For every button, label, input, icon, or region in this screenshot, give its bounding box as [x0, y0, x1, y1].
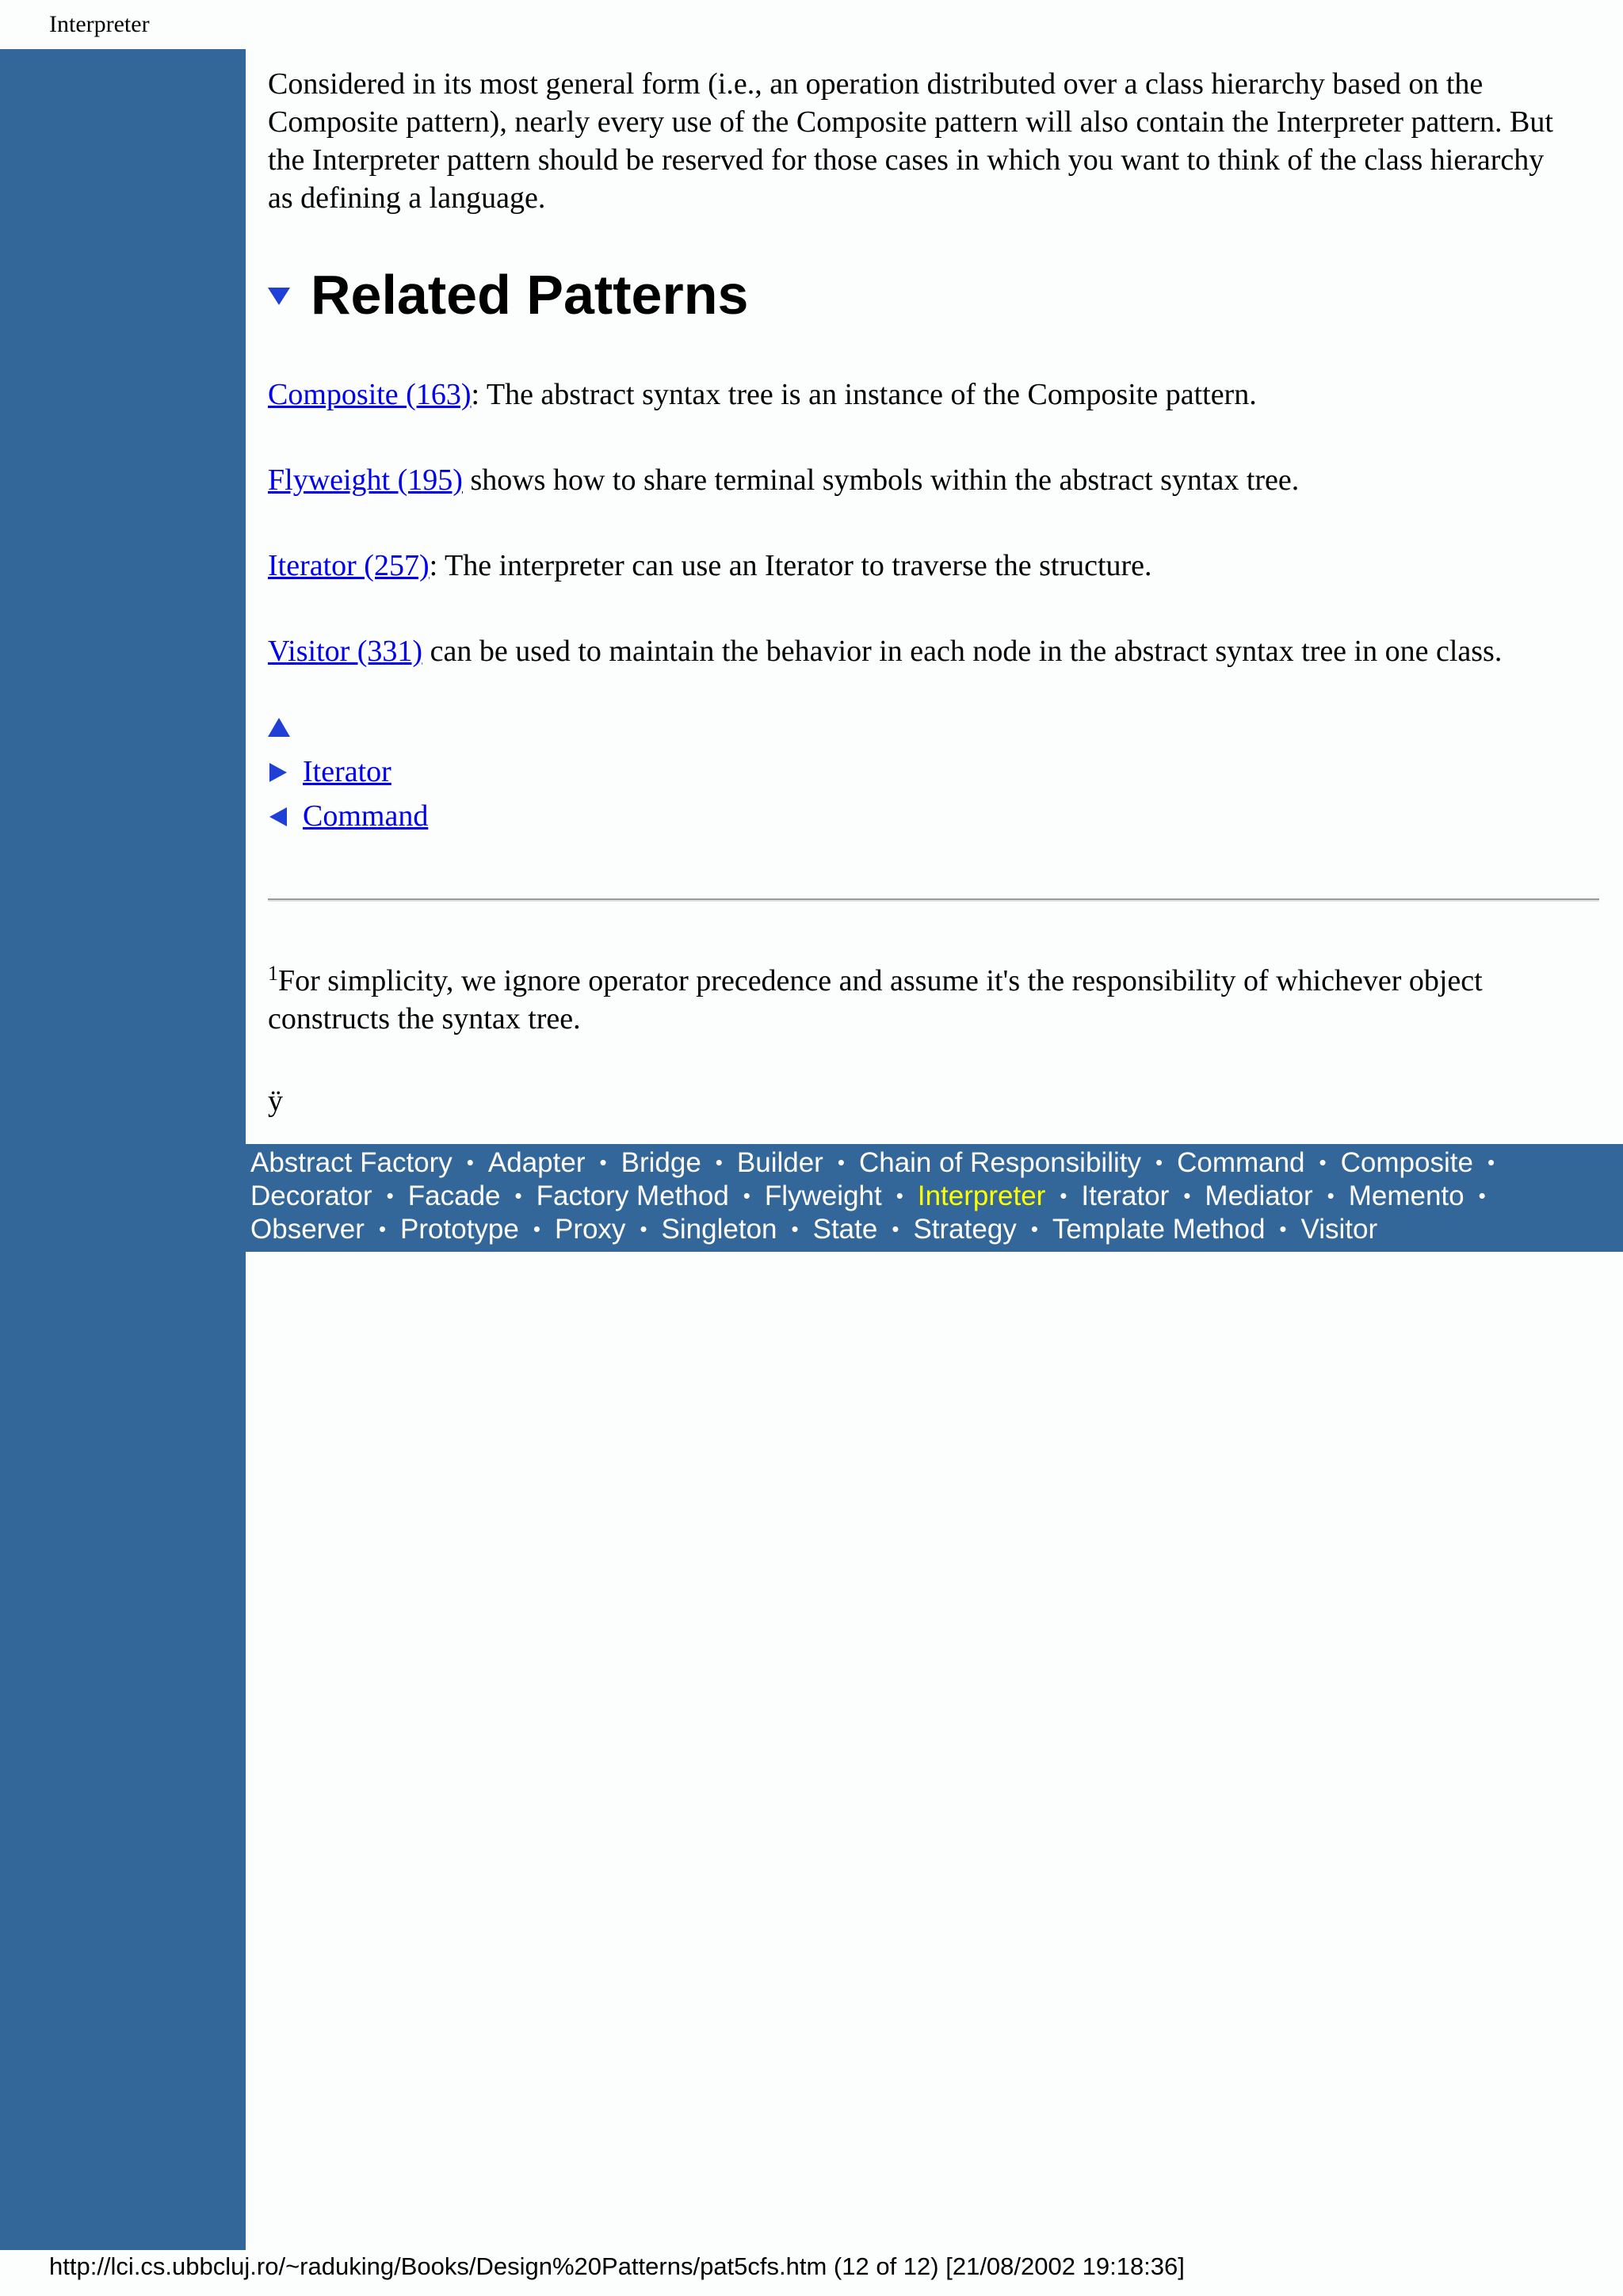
pattern-link-strategy[interactable]: Strategy [913, 1214, 1017, 1245]
bullet-separator: • [1030, 1217, 1038, 1241]
pattern-bar-line [250, 1146, 1623, 1179]
bullet-separator: • [791, 1217, 799, 1241]
bullet-separator: • [743, 1184, 750, 1207]
related-item-iterator [268, 547, 1152, 585]
bullet-separator: • [466, 1150, 474, 1174]
pattern-link-abstract-factory[interactable]: Abstract Factory [250, 1147, 453, 1178]
visitor-link[interactable]: Visitor (331) [268, 635, 423, 668]
print-header-title: Interpreter [49, 11, 150, 37]
pattern-link-adapter[interactable]: Adapter [487, 1147, 586, 1178]
bullet-separator: • [1155, 1150, 1163, 1174]
prev-pattern-link[interactable]: Command [303, 799, 429, 833]
related-item-flyweight [268, 461, 1299, 499]
nav-up-row [268, 715, 303, 738]
nav-prev-row [268, 797, 428, 835]
related-item-text: : The abstract syntax tree is an instance of the Composite pattern. [471, 378, 1257, 411]
bullet-separator: • [1183, 1184, 1191, 1207]
prev-arrow-icon[interactable] [268, 804, 303, 828]
bullet-separator: • [1279, 1217, 1287, 1241]
related-item-text: shows how to share terminal symbols within the abstract syntax tree. [462, 463, 1300, 497]
pattern-link-template-method[interactable]: Template Method [1052, 1214, 1266, 1245]
pattern-link-mediator[interactable]: Mediator [1205, 1180, 1313, 1211]
related-item-text: can be used to maintain the behavior in each node in the abstract syntax tree in one class. [422, 635, 1503, 668]
pattern-link-prototype[interactable]: Prototype [400, 1214, 519, 1245]
bullet-separator: • [837, 1150, 845, 1174]
related-patterns-heading [268, 261, 748, 328]
composite-link[interactable]: Composite (163) [268, 378, 472, 411]
bullet-separator: • [892, 1217, 899, 1241]
footnote-marker: 1 [268, 962, 278, 985]
pattern-link-state[interactable]: State [812, 1214, 878, 1245]
related-item-text: : The interpreter can use an Iterator to traverse the structure. [429, 549, 1152, 582]
pattern-link-observer[interactable]: Observer [250, 1214, 365, 1245]
pattern-link-composite[interactable]: Composite [1340, 1147, 1473, 1178]
next-pattern-link[interactable]: Iterator [303, 755, 391, 788]
pattern-link-memento[interactable]: Memento [1348, 1180, 1465, 1211]
nav-next-row [268, 753, 391, 791]
bullet-separator: • [599, 1150, 607, 1174]
pattern-link-proxy[interactable]: Proxy [554, 1214, 626, 1245]
pattern-bar-line [250, 1212, 1623, 1245]
pattern-link-builder[interactable]: Builder [736, 1147, 823, 1178]
bullet-separator: • [386, 1184, 394, 1207]
iterator-link[interactable]: Iterator (257) [268, 549, 430, 582]
pattern-link-factory-method[interactable]: Factory Method [536, 1180, 729, 1211]
pattern-link-flyweight[interactable]: Flyweight [764, 1180, 882, 1211]
bullet-separator: • [715, 1150, 723, 1174]
related-item-visitor [268, 632, 1502, 670]
pattern-link-facade[interactable]: Facade [407, 1180, 501, 1211]
pattern-link-bridge[interactable]: Bridge [621, 1147, 701, 1178]
related-item-composite [268, 376, 1257, 414]
up-arrow-icon[interactable] [268, 715, 303, 738]
pattern-link-command[interactable]: Command [1177, 1147, 1305, 1178]
pattern-link-decorator[interactable]: Decorator [250, 1180, 372, 1211]
section-heading-text: Related Patterns [311, 264, 749, 326]
bullet-separator: • [640, 1217, 647, 1241]
main-content [268, 65, 1607, 217]
print-footer-url: http://lci.cs.ubbcluj.ro/~raduking/Books/Design%20Patterns/pat5cfs.htm (12 of 12) [21/08/2002 19:18:36] [49, 2252, 1185, 2280]
footnote [268, 962, 1568, 1038]
horizontal-divider [268, 898, 1599, 902]
pattern-link-interpreter[interactable]: Interpreter [917, 1180, 1046, 1211]
footnote-text: For simplicity, we ignore operator precedence and assume it's the responsibility of whichever object constructs the syntax tree. [268, 964, 1483, 1035]
next-arrow-icon[interactable] [268, 760, 303, 784]
pattern-navigation-bar [246, 1144, 1623, 1252]
bullet-separator: • [514, 1184, 522, 1207]
pattern-bar-line [250, 1179, 1623, 1212]
pattern-link-visitor[interactable]: Visitor [1300, 1214, 1378, 1245]
bullet-separator: • [896, 1184, 903, 1207]
pattern-link-singleton[interactable]: Singleton [661, 1214, 777, 1245]
bullet-separator: • [1327, 1184, 1335, 1207]
section-collapse-triangle-icon[interactable] [268, 288, 290, 305]
flyweight-link[interactable]: Flyweight (195) [268, 463, 463, 497]
bullet-separator: • [1319, 1150, 1327, 1174]
pattern-link-chain-of-responsibility[interactable]: Chain of Responsibility [858, 1147, 1141, 1178]
pattern-link-iterator[interactable]: Iterator [1081, 1180, 1170, 1211]
bullet-separator: • [378, 1217, 387, 1241]
stray-character: ÿ [268, 1085, 283, 1118]
bullet-separator: • [1060, 1184, 1067, 1207]
bullet-separator: • [1478, 1184, 1486, 1207]
intro-paragraph: Considered in its most general form (i.e., an operation distributed over a class hierarchy based on the Composite pattern), nearly every use of the Composite pattern will also contain the Interpreter pattern. But the Interpreter pattern should be reserved for those cases in which you want to think of the class hierarchy as defining a language. [268, 67, 1553, 215]
left-sidebar [0, 49, 246, 2250]
bullet-separator: • [533, 1217, 540, 1241]
bullet-separator: • [1487, 1150, 1495, 1174]
